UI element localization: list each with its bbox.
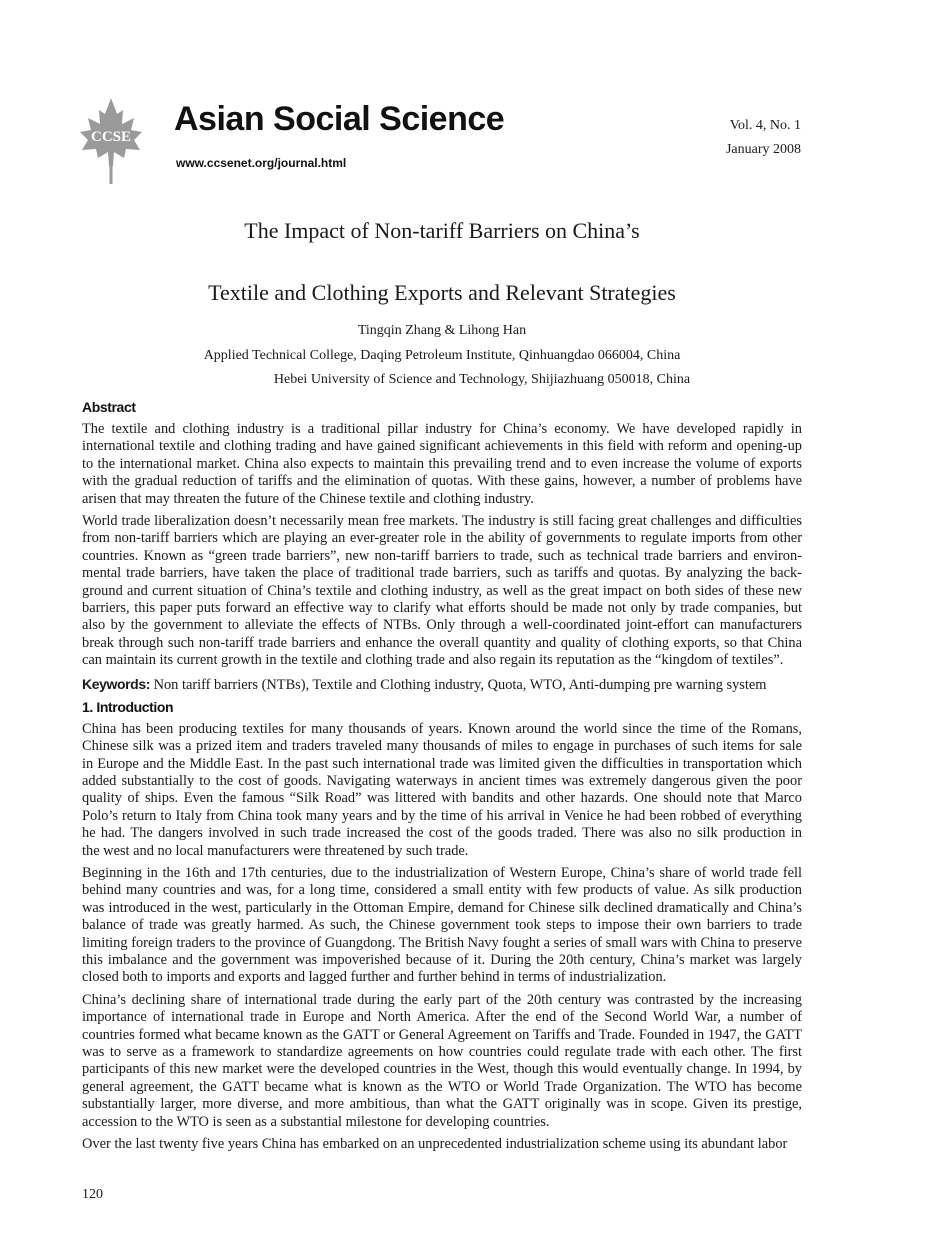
- text-line: China has been producing textiles for many thousands of years. Known around the world since the time of the Romans,: [82, 720, 802, 737]
- paragraph: [82, 992, 802, 1131]
- text-line: limiting foreign traders to the province of Guangdong. The British Navy fought a series of small wars with China to preserve: [82, 934, 802, 951]
- journal-url: www.ccsenet.org/journal.html: [176, 156, 347, 170]
- text-line: countries formed what became known as the GATT or General Agreement on Tariffs and Trade. Founded in 1947, the GATT: [82, 1026, 802, 1043]
- text-line: importance of international trade in Europe and North America. After the end of the Second World War, a number of: [82, 1009, 802, 1026]
- abstract-heading: Abstract: [82, 399, 136, 415]
- text-line: China’s declining share of international trade during the early part of the 20th century was contrasted by the increasing: [82, 991, 802, 1008]
- paragraph: [82, 513, 802, 670]
- text-line: was to serve as a framework to standardize agreements on how countries could regulate trade with each other. The first: [82, 1044, 802, 1060]
- article-body: [82, 398, 802, 1158]
- introduction-section: [82, 721, 802, 1154]
- text-line: was introduced in the west, particularly in the Ottoman Empire, demand for Chinese silk declined dramatically and China’s: [82, 899, 802, 916]
- paragraph: [82, 865, 802, 987]
- paragraph: [82, 1136, 802, 1153]
- text-line: arisen that may threaten the future of the Chinese textile and clothing industry.: [82, 490, 534, 507]
- text-line: this imbalance and the government was impoverished because of it. During the 20th century, China’s market was largely: [82, 951, 802, 968]
- volume-number: Vol. 4, No. 1: [729, 118, 801, 133]
- text-line: added substantially to the cost of goods. Navigating waterways in ancient times was extremely dangerous given the poor: [82, 772, 802, 789]
- text-line: Beginning in the 16th and 17th centuries, due to the industrialization of Western Europe, China’s share of world trade fell: [82, 864, 802, 881]
- text-line: ground and current situation of China’s textile and clothing industry, as well as the great impact on both sides of these new: [82, 582, 802, 599]
- article-title-line-1: The Impact of Non-tariff Barriers on China’s: [244, 218, 640, 243]
- text-line: Over the last twenty five years China has embarked on an unprecedented industrialization scheme using its abundant labor: [82, 1136, 788, 1153]
- author-affiliation-2: Hebei University of Science and Technology, Shijiazhuang 050018, China: [273, 372, 691, 387]
- ccse-maple-leaf-logo: [78, 96, 144, 186]
- text-line: with the gradual reduction of tariffs and the elimination of quotas. With these gains, however, a number of problems have: [82, 473, 802, 490]
- keywords-row: [82, 675, 802, 694]
- issue-date: January 2008: [725, 142, 801, 157]
- text-line: general agreement, the GATT became what is known as the WTO or World Trade Organization. The WTO has become: [82, 1078, 802, 1095]
- text-line: international textile and clothing trading and have gained significant achievements in this field with reform and opening-up: [82, 438, 802, 455]
- introduction-heading: 1. Introduction: [82, 698, 174, 715]
- keywords-label: Keywords:: [82, 675, 150, 692]
- keywords-text: Non tariff barriers (NTBs), Textile and Clothing industry, Quota, WTO, Anti-dumping pre warning system: [149, 676, 767, 693]
- author-affiliation-1: Applied Technical College, Daqing Petroleum Institute, Qinhuangdao 066004, China: [203, 348, 681, 363]
- logo-text: CCSE: [90, 129, 132, 145]
- text-line: closed both to imports and exports and lagged further and further behind in terms of industrialization.: [82, 969, 667, 986]
- journal-title: Asian Social Science: [174, 100, 505, 138]
- text-line: Chinese silk was a prized item and traders traveled many thousands of miles to engage in purchases of such items for sale: [82, 738, 802, 755]
- text-line: participants of this new market were the developed countries in the West, though this would eventually change. In 1994, by: [82, 1061, 802, 1078]
- text-line: accession to the WTO is seen as a substantial milestone for developing countries.: [82, 1113, 550, 1130]
- article-title-line-2: Textile and Clothing Exports and Relevant Strategies: [208, 280, 676, 305]
- text-line: countries. Known as “green trade barriers”, new non-tariff barriers to trade, such as technical trade barriers and environ-: [82, 547, 802, 564]
- text-line: quality of ships. Even the famous “Silk Road” was littered with bandits and other hazards. One should note that Marco: [82, 790, 802, 807]
- text-line: mental trade barriers, have taken the place of traditional trade barriers, such as tariffs and quotas. By analyzing the back-: [82, 565, 802, 582]
- paragraph: [82, 421, 802, 508]
- journal-header: [0, 0, 925, 200]
- text-line: Polo’s return to Italy from China took many years and by the time of his arrival in Venice he had been robbed of everything: [82, 807, 802, 824]
- text-line: The textile and clothing industry is a traditional pillar industry for China’s economy. We have developed rapidly in: [82, 421, 802, 437]
- text-line: to the international market. China also expects to maintain this prevailing trend and to even increase the volume of exports: [82, 455, 802, 472]
- text-line: substantially larger, more diverse, and more ambitious, than what the GATT originally was in scope. Given its prestige,: [82, 1096, 802, 1113]
- paragraph: [82, 721, 802, 860]
- text-line: can maintain its current growth in the textile and clothing trade and also regain its reputation as the “kingdom of textiles”.: [82, 652, 784, 669]
- text-line: behind many countries and was, for a long time, considered a small entity with few products of value. As silk production: [82, 882, 802, 899]
- text-line: from non-tariff barriers which are playing an ever-greater role in the ability of governments to regulate imports from other: [82, 530, 802, 547]
- article-authors: Tingqin Zhang & Lihong Han: [357, 323, 527, 338]
- text-line: World trade liberalization doesn’t necessarily mean free markets. The industry is still facing great challenges and difficulties: [82, 513, 802, 530]
- page-number: 120: [82, 1187, 103, 1202]
- text-line: barriers, this paper puts forward an effective way to clarify what efforts should be made not only by trade companies, but: [82, 600, 802, 617]
- abstract-section: [82, 421, 802, 670]
- text-line: in Europe and the Middle East. In the past such international trade was limited given the difficulties in transportation which: [82, 755, 802, 772]
- text-line: break through such non-tariff trade barriers and enhance the overall quantity and quality of clothing exports, so that China: [82, 634, 802, 651]
- text-line: the west and no local manufacturers were threatened by such trade.: [82, 842, 469, 859]
- text-line: balance of trade was greatly harmed. As such, the Chinese government took steps to impose their own barriers to trade: [82, 917, 802, 934]
- text-line: he had. The dangers involved in such trade increased the cost of the goods traded. There was also no silk production in: [82, 825, 802, 842]
- text-line: also by the government to alleviate the effects of NTBs. Only through a well-coordinated joint-effort can manufacturers: [82, 617, 802, 634]
